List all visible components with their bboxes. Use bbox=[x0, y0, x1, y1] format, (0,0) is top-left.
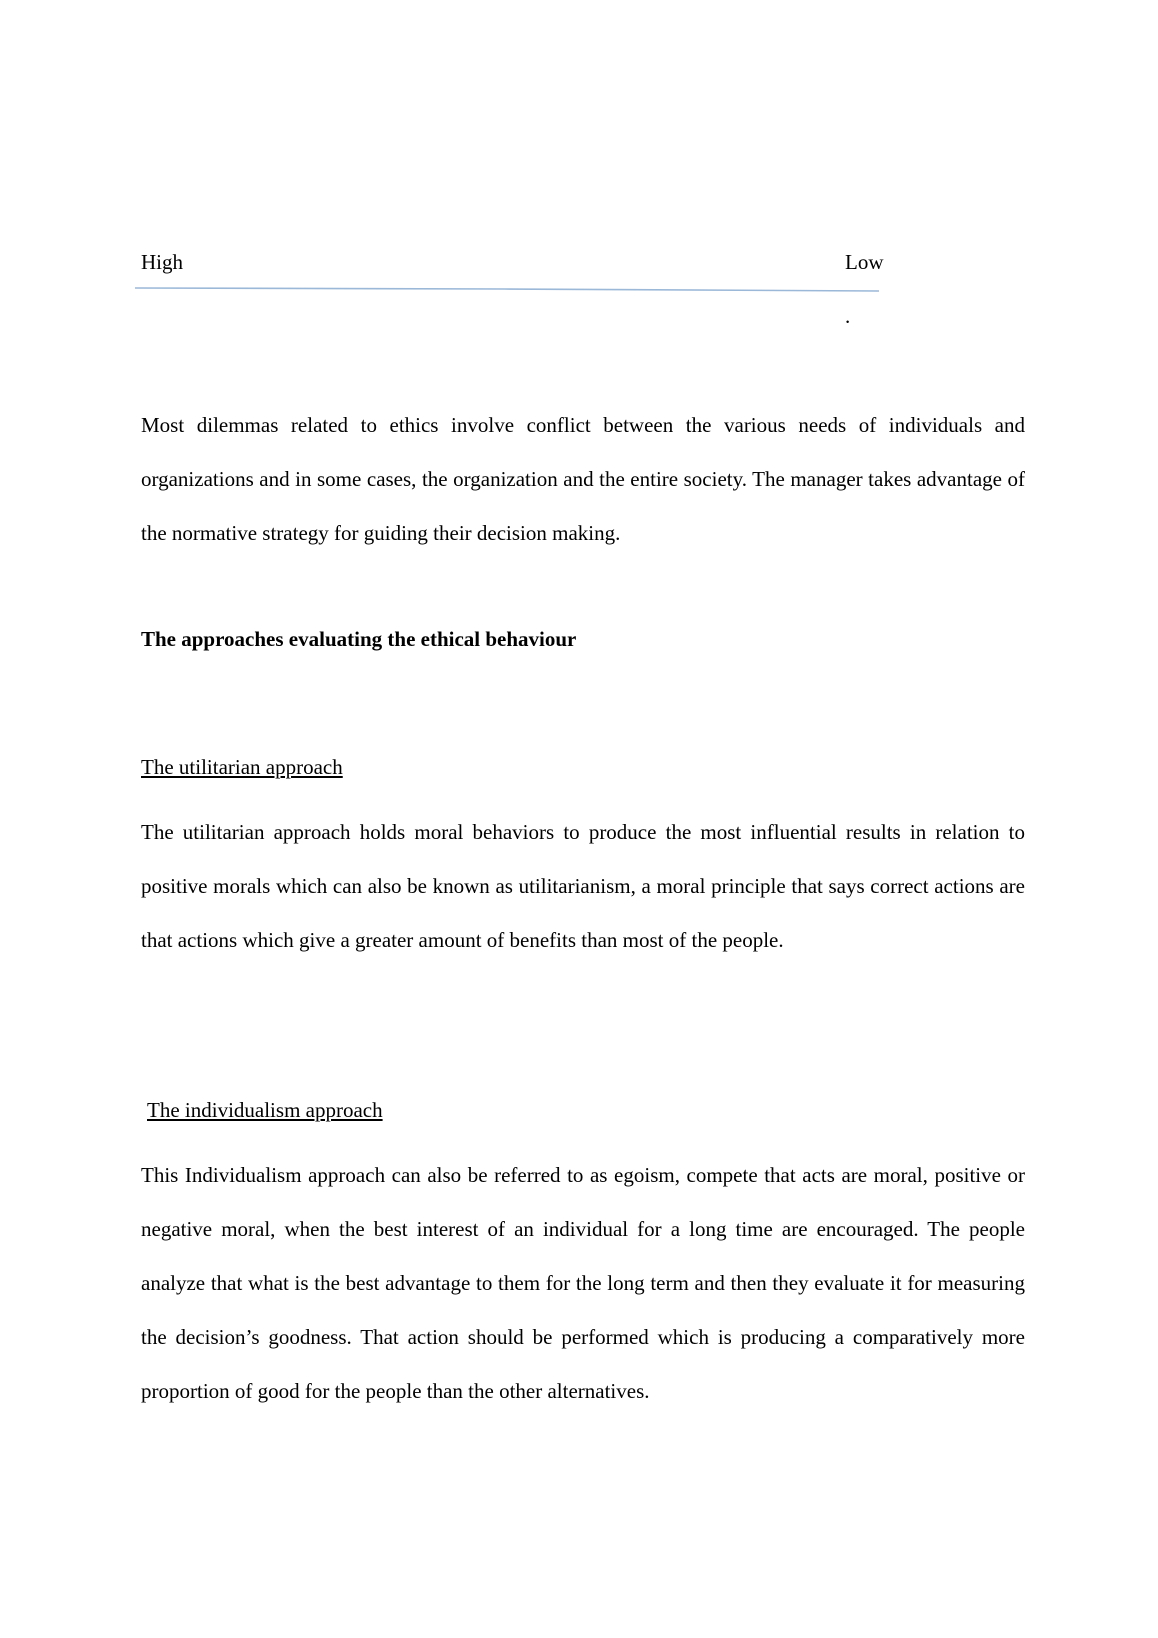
intro-block bbox=[141, 398, 1025, 560]
utilitarian-title-block bbox=[141, 755, 1025, 780]
scale-dot-mark: . bbox=[845, 304, 851, 328]
intro-paragraph: Most dilemmas related to ethics involve conflict between the various needs of individuals and organizations and in some cases, the organization and the entire society. The manager takes advantage of the normative strategy for guiding their decision making. bbox=[141, 413, 1025, 545]
individualism-title: The individualism approach bbox=[147, 1098, 383, 1122]
individualism-paragraph: This Individualism approach can also be referred to as egoism, compete that acts are moral, positive or negative moral, when the best interest of an individual for a long time are encouraged. The people analyze that what is the best advantage to them for the long term and then they evaluate it for measuring the decision’s goodness. That action should be performed which is producing a comparatively more proportion of good for the people than the other alternatives. bbox=[141, 1163, 1025, 1403]
individualism-body-block bbox=[141, 1148, 1025, 1418]
section-heading: The approaches evaluating the ethical behaviour bbox=[141, 627, 577, 651]
individualism-title-block bbox=[147, 1098, 1031, 1123]
scale-low-label: Low bbox=[845, 250, 884, 274]
utilitarian-paragraph: The utilitarian approach holds moral behaviors to produce the most influential results in relation to positive morals which can also be known as utilitarianism, a moral principle that says correct actions are that actions which give a greater amount of benefits than most of the people. bbox=[141, 820, 1025, 952]
scale-high-label: High bbox=[141, 250, 183, 274]
scale-line bbox=[135, 286, 879, 292]
utilitarian-title: The utilitarian approach bbox=[141, 755, 343, 779]
section-heading-block bbox=[141, 627, 1025, 652]
utilitarian-body-block bbox=[141, 805, 1025, 967]
scale-line-stroke bbox=[135, 288, 879, 291]
